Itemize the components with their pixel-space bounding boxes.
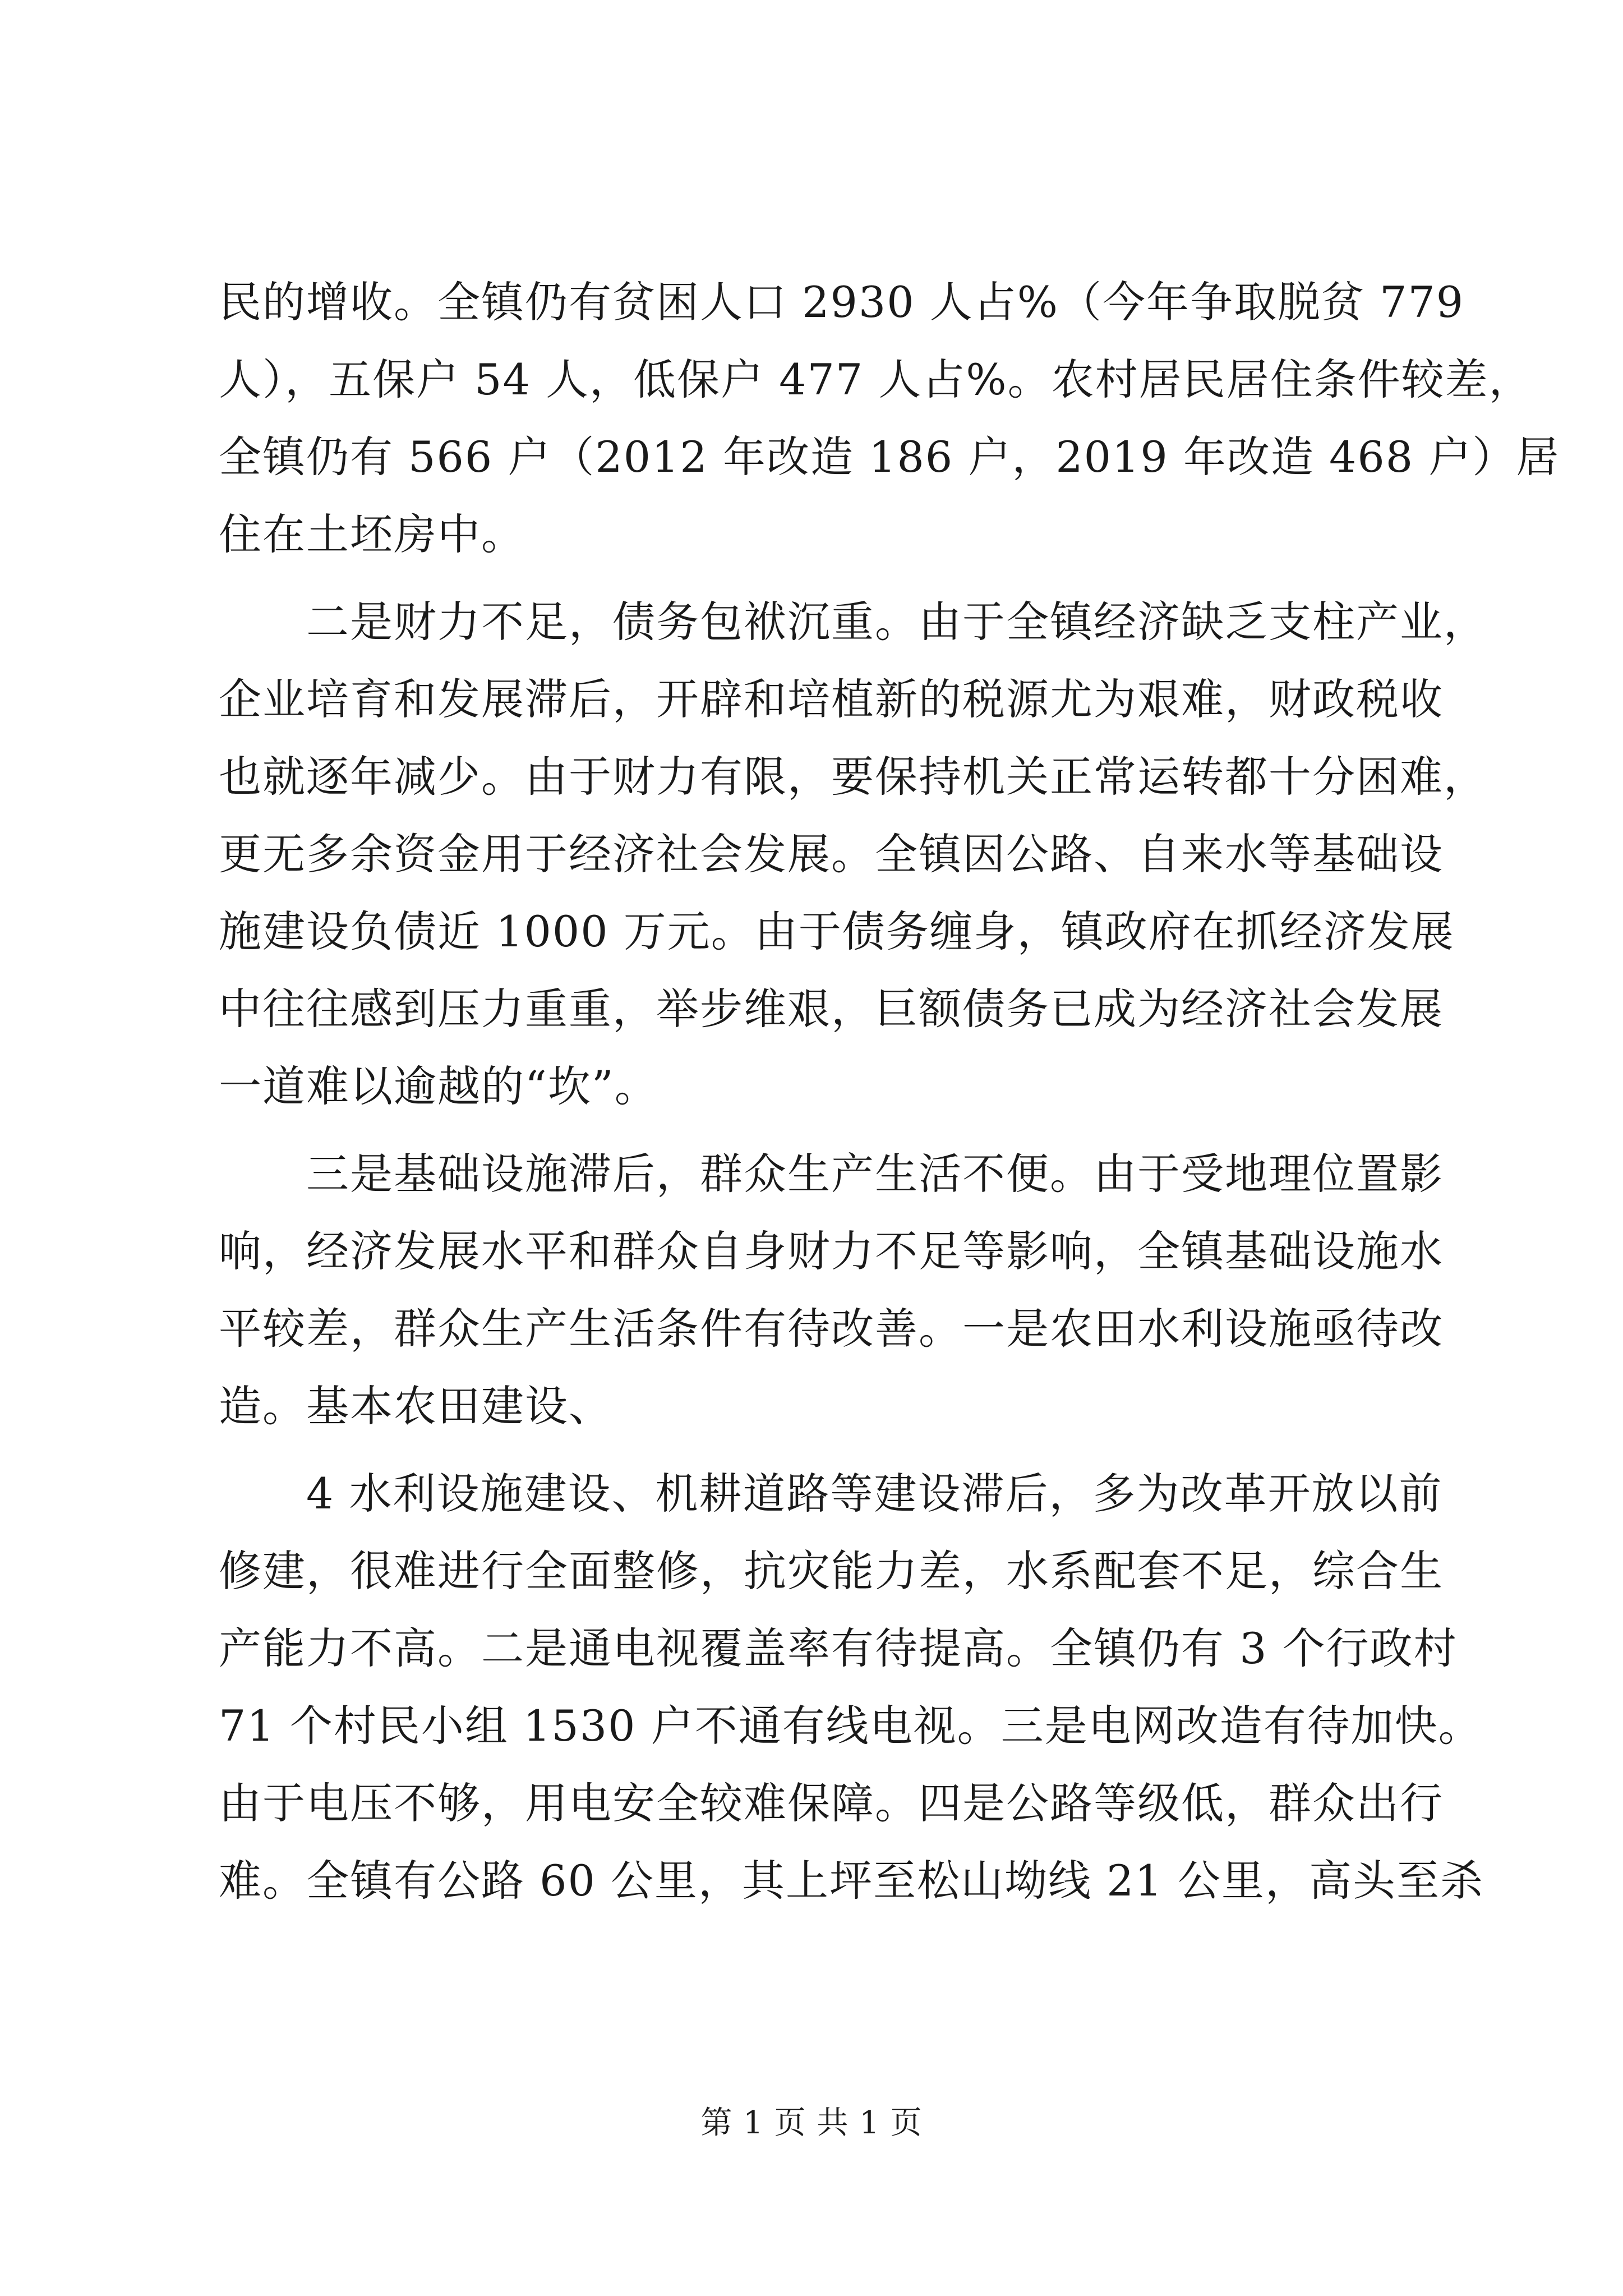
paragraph-1 <box>219 264 1560 573</box>
text-line: 4 水利设施建设、机耕道路等建设滞后，多为改革开放以前 <box>219 1469 1443 1519</box>
text-line: 二是财力不足，债务包袱沉重。由于全镇经济缺乏支柱产业， <box>219 597 1487 647</box>
text-line: 也就逐年减少。由于财力有限，要保持机关正常运转都十分困难， <box>219 752 1487 802</box>
text-line: 一道难以逾越的“坎”。 <box>219 1061 658 1111</box>
text-line: 由于电压不够，用电安全较难保障。四是公路等级低，群众出行 <box>219 1778 1444 1828</box>
text-line: 民的增收。全镇仍有贫困人口 2930 人占%（今年争取脱贫 779 <box>219 277 1465 327</box>
paragraph-2 <box>219 583 1487 1125</box>
text-line: 平较差，群众生产生活条件有待改善。一是农田水利设施亟待改 <box>219 1304 1444 1354</box>
text-line: 全镇仍有 566 户（2012 年改造 186 户，2019 年改造 468 户）居 <box>219 432 1560 482</box>
paragraph-gap <box>219 573 1419 583</box>
text-line: 住在土坯房中。 <box>219 509 525 559</box>
text-line: 71 个村民小组 1530 户不通有线电视。三是电网改造有待加快。 <box>219 1701 1482 1751</box>
paragraph-3 <box>219 1135 1444 1445</box>
text-line: 三是基础设施滞后，群众生产生活不便。由于受地理位置影 <box>219 1149 1444 1199</box>
text-line: 难。全镇有公路 60 公里，其上坪至松山坳线 21 公里，高头至杀 <box>219 1856 1484 1906</box>
text-line: 响，经济发展水平和群众自身财力不足等影响，全镇基础设施水 <box>219 1226 1444 1276</box>
text-line: 产能力不高。二是通电视覆盖率有待提高。全镇仍有 3 个行政村 <box>219 1623 1458 1673</box>
text-line: 企业培育和发展滞后，开辟和培植新的税源尤为艰难，财政税收 <box>219 674 1444 724</box>
text-line: 造。基本农田建设、 <box>219 1381 612 1431</box>
text-line: 人），五保户 54 人，低保户 477 人占%。农村居民居住条件较差， <box>219 355 1533 404</box>
paragraph-4 <box>219 1455 1484 1920</box>
text-line: 修建，很难进行全面整修，抗灾能力差，水系配套不足，综合生 <box>219 1546 1444 1596</box>
text-line: 施建设负债近 1000 万元。由于债务缠身，镇政府在抓经济发展 <box>219 907 1455 956</box>
paragraph-gap <box>219 1445 1419 1455</box>
text-line: 中往往感到压力重重，举步维艰，巨额债务已成为经济社会发展 <box>219 984 1444 1034</box>
page-footer: 第 1 页 共 1 页 <box>700 2105 923 2141</box>
paragraph-gap <box>219 1125 1419 1135</box>
text-line: 更无多余资金用于经济社会发展。全镇因公路、自来水等基础设 <box>219 829 1444 879</box>
document-body <box>219 264 1560 1920</box>
